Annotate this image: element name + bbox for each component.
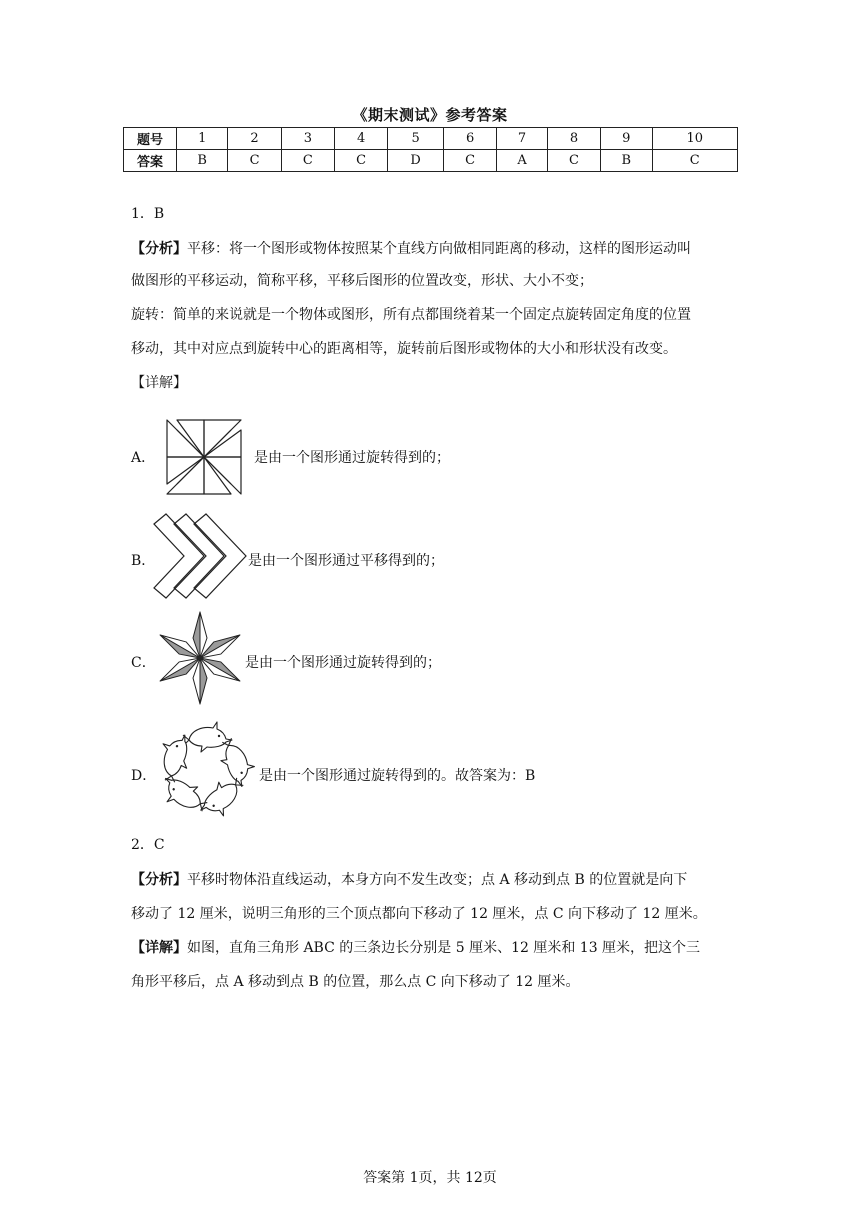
- table-cell: 6: [443, 128, 496, 150]
- table-row-header: 题号: [124, 128, 177, 150]
- option-c-desc: 是由一个图形通过旋转得到的；: [245, 655, 441, 671]
- q1-detail-tag: 【详解】: [131, 375, 187, 391]
- analysis-text: 平移：将一个图形或物体按照某个直线方向做相同距离的移动，这样的图形运动叫: [187, 241, 691, 257]
- q1-analysis-line: 移动，其中对应点到旋转中心的距离相等，旋转前后图形或物体的大小和形状没有改变。: [131, 341, 677, 357]
- analysis-tag: 【分析】: [131, 241, 187, 257]
- option-a-label: A．: [131, 450, 156, 466]
- table-cell: C: [281, 150, 334, 172]
- table-cell: 2: [228, 128, 281, 150]
- table-cell: 7: [497, 128, 548, 150]
- q2-detail-line: [131, 939, 700, 957]
- table-row-header: 答案: [124, 150, 177, 172]
- table-cell: B: [601, 150, 652, 172]
- table-cell: A: [497, 150, 548, 172]
- table-cell: 9: [601, 128, 652, 150]
- table-row-numbers: [124, 128, 738, 150]
- detail-tag: 【详解】: [131, 940, 187, 956]
- q1-analysis-line: 旋转：简单的来说就是一个物体或图形，所有点都围绕着某一个固定点旋转固定角度的位置: [131, 307, 691, 323]
- page-footer: 答案第 1页，共 12页: [363, 1170, 497, 1186]
- q2-analysis-line: [131, 871, 687, 889]
- option-d-desc: 是由一个图形通过旋转得到的。故答案为：B: [259, 768, 536, 784]
- table-cell: D: [388, 150, 444, 172]
- table-cell: 8: [547, 128, 600, 150]
- table-cell: 1: [177, 128, 228, 150]
- dolphins-icon: [152, 718, 258, 822]
- star-icon: [155, 610, 245, 706]
- option-d-label: D．: [131, 768, 157, 784]
- pinwheel-icon: [157, 410, 251, 504]
- table-cell: C: [652, 150, 737, 172]
- page-title: 《期末测试》参考答案: [352, 106, 508, 124]
- table-cell: 10: [652, 128, 737, 150]
- chevrons-icon: [152, 512, 248, 600]
- option-b-label: B．: [131, 553, 156, 569]
- table-row-answers: [124, 150, 738, 172]
- detail-text: 如图，直角三角形 ABC 的三条边长分别是 5 厘米、12 厘米和 13 厘米，把这个三: [187, 940, 701, 956]
- analysis-tag: 【分析】: [131, 872, 187, 888]
- table-cell: B: [177, 150, 228, 172]
- table-cell: C: [228, 150, 281, 172]
- table-cell: C: [547, 150, 600, 172]
- answer-table: [123, 127, 738, 172]
- option-a-desc: 是由一个图形通过旋转得到的；: [254, 450, 450, 466]
- q1-analysis-line: 做图形的平移运动，简称平移，平移后图形的位置改变，形状、大小不变；: [131, 273, 593, 289]
- analysis-text: 平移时物体沿直线运动，本身方向不发生改变；点 A 移动到点 B 的位置就是向下: [187, 872, 688, 888]
- q2-detail-line: 角形平移后，点 A 移动到点 B 的位置，那么点 C 向下移动了 12 厘米。: [131, 974, 580, 990]
- table-cell: 4: [335, 128, 388, 150]
- option-b-desc: 是由一个图形通过平移得到的；: [248, 553, 444, 569]
- q1-analysis-line: [131, 240, 691, 258]
- table-cell: 5: [388, 128, 444, 150]
- table-cell: C: [335, 150, 388, 172]
- table-cell: C: [443, 150, 496, 172]
- option-c-label: C．: [131, 655, 156, 671]
- table-cell: 3: [281, 128, 334, 150]
- q2-analysis-line: 移动了 12 厘米，说明三角形的三个顶点都向下移动了 12 厘米，点 C 向下移动了 12 厘米。: [131, 906, 707, 922]
- q2-heading: 2．C: [131, 837, 165, 853]
- q1-heading: 1．B: [131, 206, 165, 222]
